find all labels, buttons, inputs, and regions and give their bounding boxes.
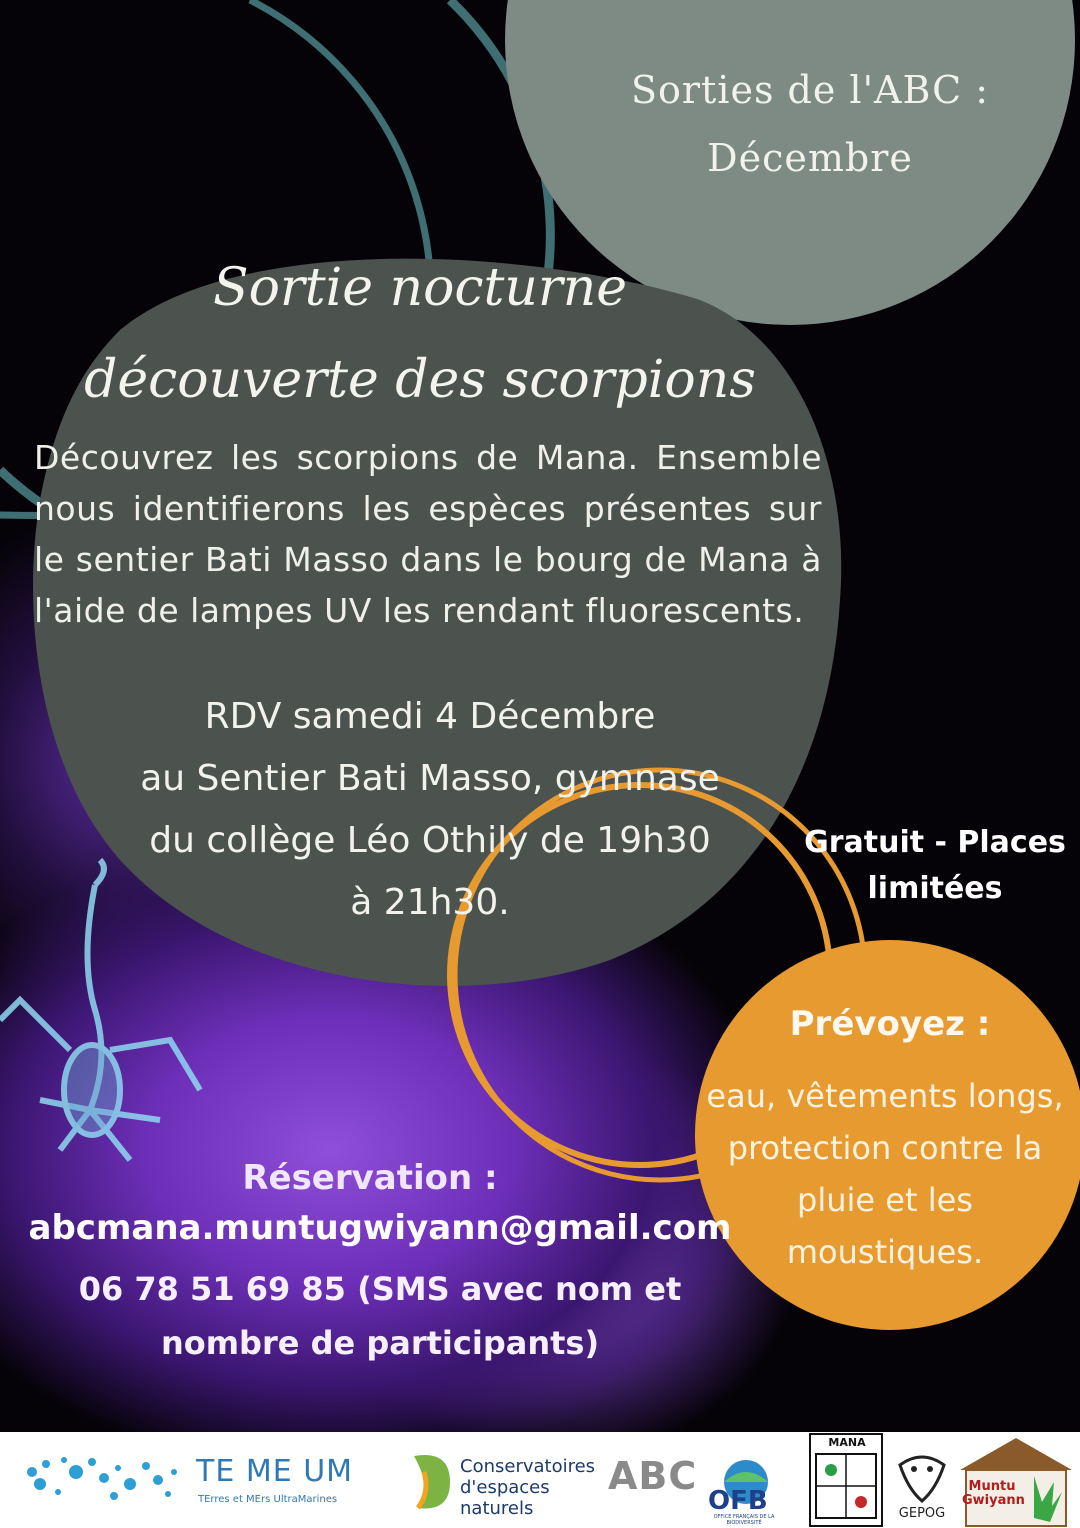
ofb-logo-text: OFB <box>708 1486 768 1516</box>
prevoyez-line: eau, vêtements longs, <box>706 1077 1064 1115</box>
teme-um-logo-text: TE ME UM <box>196 1454 354 1489</box>
phone-line: 06 78 51 69 85 (SMS avec nom et <box>78 1270 682 1308</box>
rdv-line: au Sentier Bati Masso, gymnase <box>140 758 720 799</box>
header-title: Sorties de l'ABC : Décembre <box>630 68 990 180</box>
muntu-line: Gwiyann <box>962 1493 1025 1508</box>
muntu-line: Muntu <box>968 1479 1016 1494</box>
phone-line: nombre de participants) <box>160 1324 600 1362</box>
partner-logos <box>0 1432 1080 1528</box>
prevoyez-line: moustiques. <box>786 1233 984 1271</box>
prevoyez-line: protection contre la <box>727 1129 1043 1167</box>
muntu-logo-text <box>962 1479 1025 1508</box>
rdv-line: du collège Léo Othily de 19h30 <box>149 820 711 861</box>
teme-um-islands-icon <box>18 1432 188 1528</box>
teme-um-subtitle: TErres et MErs UltraMarines <box>198 1494 338 1505</box>
event-description: Découvrez les scorpions de Mana. Ensemble nous identifierons les espèces présentes sur le sentier Bati Masso dans le bourg de Mana à l'aide de lampes UV les rendant fluorescents. <box>34 438 822 630</box>
free-line: limitées <box>867 871 1003 906</box>
reservation-email: abcmana.muntugwiyann@gmail.com <box>28 1208 732 1248</box>
free-line: Gratuit - Places <box>804 825 1066 860</box>
reservation-title: Réservation : <box>242 1158 498 1198</box>
ofb-subtitle: OFFICE FRANÇAIS DE LA BIODIVERSITÉ <box>713 1514 775 1526</box>
free-notice <box>800 820 1070 912</box>
cen-leaf-icon <box>410 1432 456 1528</box>
rdv-block <box>110 686 750 934</box>
rdv-line: à 21h30. <box>350 882 510 923</box>
event-title-line2: découverte des scorpions <box>84 350 756 410</box>
prevoyez-list <box>700 1070 1070 1278</box>
prevoyez-title: Prévoyez : <box>789 1004 991 1044</box>
cen-logo-text: Conservatoires d'espaces naturels <box>460 1456 596 1519</box>
prevoyez-line: pluie et les <box>797 1181 973 1219</box>
gepog-logo-text: GEPOG <box>898 1506 946 1521</box>
abc-logo-text: ABC <box>608 1454 698 1498</box>
event-title-line1: Sortie nocturne <box>212 258 628 318</box>
rdv-line: RDV samedi 4 Décembre <box>204 696 656 737</box>
mana-logo-text: MANA <box>828 1436 866 1449</box>
reservation-phone <box>40 1262 720 1370</box>
